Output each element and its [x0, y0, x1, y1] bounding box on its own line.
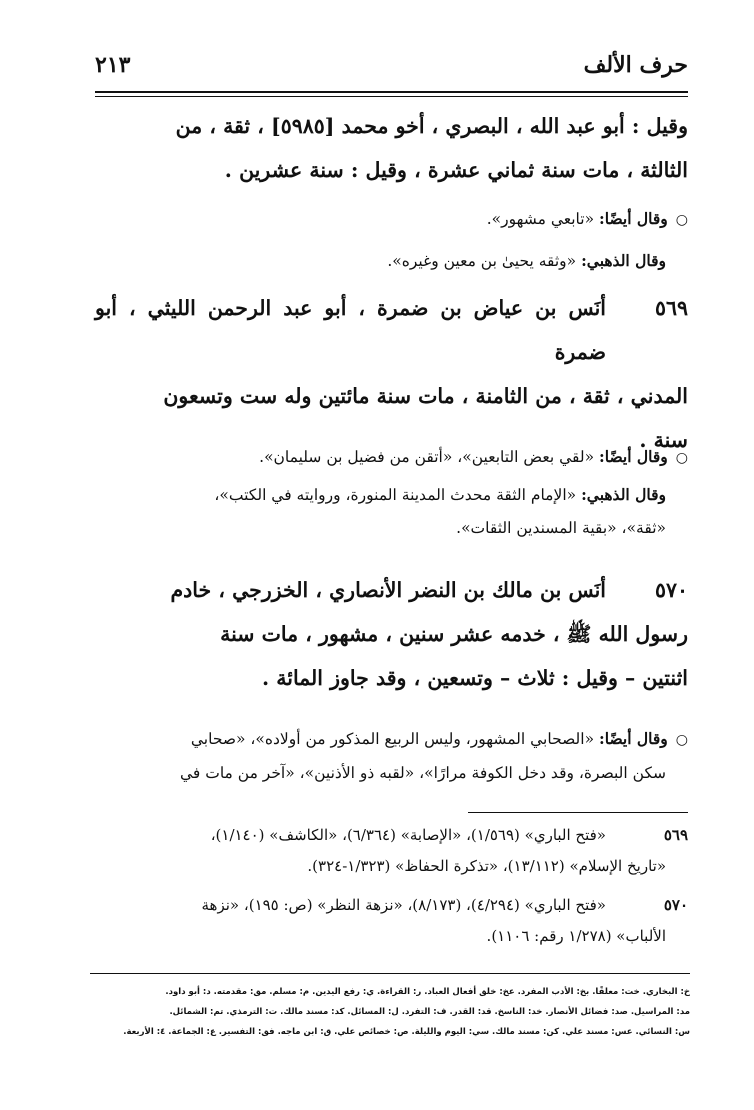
- footnote-line: «فتح الباري» (١/٥٦٩)، «الإصابة» (٦/٣٦٤)، «الكاشف» (١/١٤٠)،: [210, 826, 606, 844]
- entry-line: اثنتين – وقيل : ثلاث – وتسعين ، وقد جاوز المائة .: [261, 666, 688, 690]
- entry-line: المدني ، ثقة ، من الثامنة ، مات سنة مائتين وله ست وتسعون: [163, 384, 688, 408]
- note-label: وقال الذهبي:: [581, 485, 666, 504]
- note-block: [95, 244, 688, 278]
- intro-line: الثالثة ، مات سنة ثماني عشرة ، وقيل : سنة عشرين .: [224, 158, 688, 182]
- footnote-number: ٥٦٩: [663, 826, 688, 844]
- note-label: وقال أيضًا:: [599, 209, 668, 228]
- note-text: «وثقه يحيىٰ بن معين وغيره».: [387, 252, 577, 270]
- footnote-line: الألباب» (١/٢٧٨ رقم: ١١٠٦).: [486, 927, 666, 945]
- footnote-line: «تاريخ الإسلام» (١٣/١١٢)، «تذكرة الحفاظ» (١/٣٢٣-٣٢٤).: [307, 857, 666, 875]
- intro-line: وقيل : أبو عبد الله ، البصري ، أخو محمد [٥٩٨٥] ، ثقة ، من: [175, 114, 688, 138]
- note-line: «ثقة»، «بقية المسندين الثقات».: [456, 519, 666, 537]
- abbreviation-rule: [90, 973, 690, 974]
- note-line: [95, 440, 688, 475]
- note-text: «الصحابي المشهور، وليس الربيع المذكور من أولاده»، «صحابي: [190, 730, 595, 748]
- entry-line: سنة .: [639, 428, 688, 452]
- abbreviation-line: خ: البخاري. خت: معلقًا. بخ: الأدب المفرد. عخ: خلق أفعال العباد. ر: القراءة. ي: رفع اليدين. م: مسلم. مق: مقدمته. د: أبو داود.: [165, 987, 690, 997]
- footnote-number: ٥٧٠: [663, 896, 688, 914]
- entry-number: ٥٧٠: [654, 578, 688, 602]
- intro-paragraph: [95, 104, 688, 192]
- note-line: [95, 202, 688, 237]
- note-line: [95, 722, 688, 757]
- entry-number: ٥٦٩: [654, 296, 688, 320]
- note-block: [95, 440, 688, 475]
- page-number: ٢١٣: [95, 52, 131, 78]
- header-rule-thick: [95, 91, 688, 93]
- circle-bullet-icon: ○: [675, 732, 688, 748]
- note-text: «تابعي مشهور».: [486, 210, 595, 228]
- footnote-separator: [468, 812, 688, 813]
- note-block: [95, 202, 688, 237]
- note-label: وقال أيضًا:: [599, 447, 668, 466]
- page-header: [95, 52, 688, 84]
- footnote-line: «فتح الباري» (٤/٢٩٤)، (٨/١٧٣)، «نزهة النظر» (ص: ١٩٥)، «نزهة: [201, 896, 606, 914]
- header-rule-thin: [95, 96, 688, 97]
- circle-bullet-icon: ○: [675, 450, 688, 466]
- circle-bullet-icon: ○: [675, 212, 688, 228]
- footnote-569: [95, 820, 688, 882]
- note-text: «لقي بعض التابعين»، «أتقن من فضيل بن سليمان».: [259, 448, 595, 466]
- abbreviation-key: [90, 982, 690, 1042]
- chapter-title: حرف الألف: [583, 52, 688, 78]
- note-label: وقال أيضًا:: [599, 729, 668, 748]
- entry-line: أنَس بن عياض بن ضمرة ، أبو عبد الرحمن الليثي ، أبو ضمرة: [95, 296, 606, 364]
- abbreviation-line: س: النسائي. عس: مسند علي. كن: مسند مالك. سي: اليوم والليلة. ص: خصائص علي. ق: ابن ماجه. فق: التفسير. ع: الجماعة. ٤: الأربعة.: [123, 1027, 690, 1037]
- note-line: [95, 478, 666, 512]
- note-line: [95, 244, 666, 278]
- footnote-570: [95, 890, 688, 952]
- note-block: [95, 478, 688, 545]
- entry-569: [95, 286, 688, 462]
- entry-line: رسول الله ﷺ ، خدمه عشر سنين ، مشهور ، مات سنة: [220, 622, 688, 646]
- entry-line: أنَس بن مالك بن النضر الأنصاري ، الخزرجي ، خادم: [170, 578, 606, 602]
- note-label: وقال الذهبي:: [581, 251, 666, 270]
- note-line: سكن البصرة، وقد دخل الكوفة مرارًا»، «لقبه ذو الأذنين»، «آخر من مات في: [179, 764, 666, 782]
- note-block: [95, 722, 688, 790]
- note-text: «الإمام الثقة محدث المدينة المنورة، وروايته في الكتب»،: [214, 486, 577, 504]
- abbreviation-line: مد: المراسيل. صد: فضائل الأنصار. خد: الناسخ. قد: القدر. ف: التفرد. ل: المسائل. كد: مسند مالك. ت: الترمذي. تم: الشمائل.: [169, 1007, 690, 1017]
- entry-570: [95, 568, 688, 700]
